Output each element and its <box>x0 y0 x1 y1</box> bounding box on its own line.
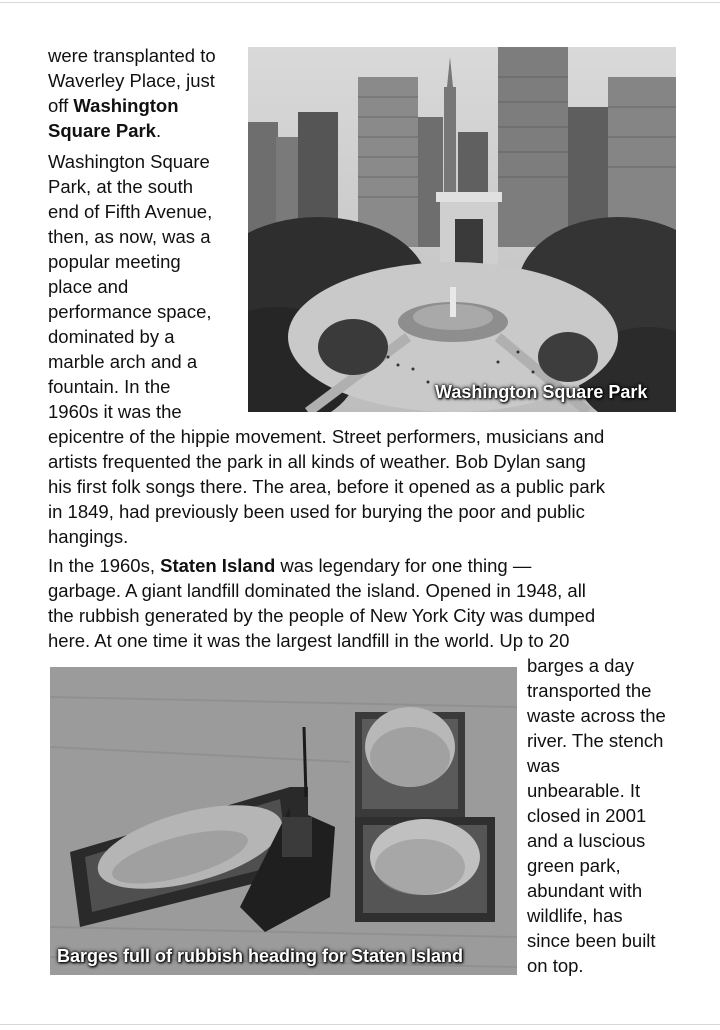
text-line: In the 1960s, Staten Island was legendary for one thing — <box>48 555 532 576</box>
text-line: Park, at the south <box>48 176 194 197</box>
text-line: here. At one time it was the largest landfill in the world. Up to 20 <box>48 630 570 651</box>
paragraph-washington-square-cont <box>48 424 688 549</box>
text-line: place and <box>48 276 129 297</box>
text-line: barges a day <box>527 655 634 676</box>
washington-square-photo <box>248 47 676 412</box>
text-line: green park, <box>527 855 621 876</box>
top-rule <box>0 2 720 3</box>
bold-place-name: Square Park <box>48 120 156 141</box>
text-line: abundant with <box>527 880 643 901</box>
text-line: unbearable. It <box>527 780 641 801</box>
text-line: popular meeting <box>48 251 181 272</box>
text-line: Waverley Place, just <box>48 70 215 91</box>
paragraph-staten-island-cont <box>527 653 697 978</box>
text-line: fountain. In the <box>48 376 171 397</box>
text-line: waste across the <box>527 705 666 726</box>
paragraph-intro <box>48 43 248 143</box>
text-line: marble arch and a <box>48 351 198 372</box>
text-line: epicentre of the hippie movement. Street performers, musicians and <box>48 426 605 447</box>
text-line: dominated by a <box>48 326 175 347</box>
text-line: artists frequented the park in all kinds of weather. Bob Dylan sang <box>48 451 586 472</box>
text-line: hangings. <box>48 526 129 547</box>
text-line: his first folk songs there. The area, before it opened as a public park <box>48 476 606 497</box>
text-line: 1960s it was the <box>48 401 182 422</box>
text-line: in 1849, had previously been used for burying the poor and public <box>48 501 585 522</box>
bottom-rule <box>0 1024 720 1025</box>
text-line: Washington Square <box>48 151 210 172</box>
text-line: end of Fifth Avenue, <box>48 201 213 222</box>
text-line: closed in 2001 <box>527 805 647 826</box>
photo-caption: Barges full of rubbish heading for Staten Island <box>57 946 464 966</box>
text-line: transported the <box>527 680 652 701</box>
text-line: off Washington <box>48 95 179 116</box>
text-line: performance space, <box>48 301 212 322</box>
bold-place-name: Staten Island <box>160 555 276 576</box>
text-line: then, as now, was a <box>48 226 211 247</box>
paragraph-staten-island <box>48 553 688 653</box>
text-line: wildlife, has <box>527 905 623 926</box>
text-line: and a luscious <box>527 830 646 851</box>
text-line: were transplanted to <box>48 45 216 66</box>
text-line: was <box>527 755 560 776</box>
text-line: since been built <box>527 930 656 951</box>
text-line: Square Park. <box>48 120 162 141</box>
text-line: on top. <box>527 955 584 976</box>
barges-illustration <box>50 667 517 975</box>
text-line: river. The stench <box>527 730 664 751</box>
barges-photo <box>50 667 517 975</box>
paragraph-washington-square <box>48 149 248 424</box>
washington-square-illustration <box>248 47 676 412</box>
bold-place-name: Washington <box>73 95 179 116</box>
text-line: garbage. A giant landfill dominated the island. Opened in 1948, all <box>48 580 586 601</box>
text-line: the rubbish generated by the people of New York City was dumped <box>48 605 596 626</box>
photo-caption: Washington Square Park <box>435 382 648 402</box>
